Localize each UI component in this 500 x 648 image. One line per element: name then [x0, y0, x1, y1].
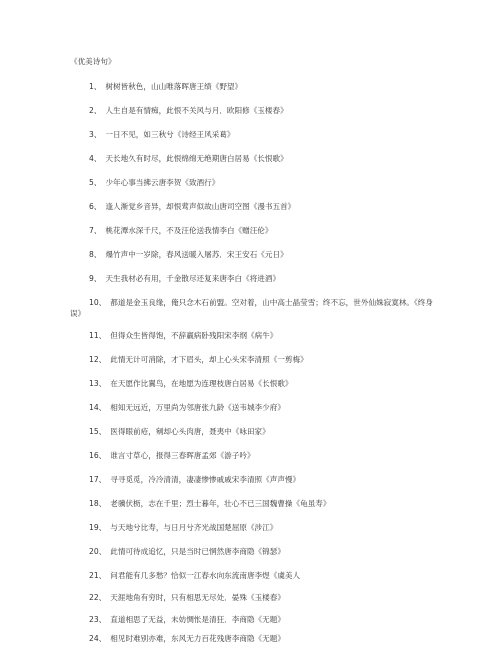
poem-line-4	[89, 154, 439, 164]
line-number: 24、	[89, 634, 107, 643]
poem-text: 直道相思了无益，未妨惆怅是清狂．李商隐《无题》	[110, 615, 285, 624]
poem-text: 此情可待成追忆，只是当时已惘然唐李商隐《锦瑟》	[110, 547, 285, 556]
poem-line-24	[89, 634, 439, 644]
poem-line-18	[89, 499, 439, 509]
poem-line-2	[89, 106, 439, 116]
poem-line-20	[89, 547, 439, 557]
line-number: 22、	[89, 593, 107, 602]
poem-line-19	[89, 523, 439, 533]
line-number: 17、	[89, 475, 107, 484]
poem-text: 问君能有几多愁？恰似一江春水向东流南唐李煜《虞美人	[110, 571, 301, 580]
poem-line-9	[89, 274, 439, 284]
poem-line-23	[89, 615, 439, 625]
poem-line-22	[89, 593, 439, 603]
line-number: 20、	[89, 547, 107, 556]
poem-line-10	[70, 297, 442, 319]
line-number: 10、	[89, 298, 107, 307]
document-title: 《优美诗句》	[70, 57, 116, 66]
poem-text: 相知无远近，万里尚为邻唐张九龄《送韦城李少府》	[110, 403, 285, 412]
poem-text: 天生我材必有用，千金散尽还复来唐李白《将进酒》	[105, 274, 281, 283]
poem-text: 在天愿作比翼鸟，在地愿为连理枝唐白居易《长恨歌》	[110, 379, 293, 388]
poem-line-11	[89, 331, 439, 341]
line-number: 23、	[89, 615, 107, 624]
poem-text: 逢人渐觉乡音异，却恨莺声似故山唐司空图《漫书五首》	[105, 202, 296, 211]
poem-text: 与天地兮比寿，与日月兮齐光战国楚屈原《涉江》	[110, 523, 278, 532]
poem-text: 都道是金玉良缘，俺只念木石前盟。空对着，山中高士晶莹雪；终不忘，世外仙姝寂寞林。《终身误》	[70, 298, 433, 318]
line-number: 9、	[89, 274, 102, 283]
poem-line-14	[89, 403, 439, 413]
poem-text: 天长地久有时尽，此恨绵绵无绝期唐白居易《长恨歌》	[105, 154, 288, 163]
line-number: 13、	[89, 379, 107, 388]
line-number: 14、	[89, 403, 107, 412]
line-number: 5、	[89, 178, 102, 187]
poem-text: 寻寻觅觅，冷冷清清，凄凄惨惨戚戚宋李清照《声声慢》	[110, 475, 301, 484]
poem-line-6	[89, 202, 439, 212]
poem-text: 医得眼前疮，剜却心头肉唐，聂夷中《咏田家》	[110, 427, 270, 436]
poem-text: 一日不见，如三秋兮《诗经王风采葛》	[105, 130, 235, 139]
poem-text: 人生自是有情痴，此恨不关风与月．欧阳修《玉楼春》	[105, 106, 288, 115]
poem-line-17	[89, 475, 439, 485]
poem-text: 爆竹声中一岁除，春风送暖入屠苏．宋王安石《元日》	[105, 250, 288, 259]
poem-text: 老骥伏枥，志在千里；烈士暮年，壮心不已三国魏曹操《龟虽寿》	[110, 499, 331, 508]
poem-text: 树树皆秋色，山山唯落晖唐王绩《野望》	[105, 82, 243, 91]
poem-text: 谁言寸草心，报得三春晖唐孟郊《游子吟》	[110, 451, 255, 460]
poem-line-12	[89, 355, 439, 365]
poem-text: 少年心事当拂云唐李贺《致酒行》	[105, 178, 220, 187]
line-number: 1、	[89, 82, 102, 91]
line-number: 19、	[89, 523, 107, 532]
line-number: 2、	[89, 106, 102, 115]
poem-text: 此情无计可消除，才下眉头，却上心头宋李清照《一剪梅》	[110, 355, 308, 364]
line-number: 7、	[89, 226, 102, 235]
poem-line-1	[89, 82, 439, 92]
poem-line-16	[89, 451, 439, 461]
poem-text: 天涯地角有穷时，只有相思无尽处．晏殊《玉楼春》	[110, 593, 285, 602]
line-number: 16、	[89, 451, 107, 460]
poem-line-13	[89, 379, 439, 389]
line-number: 18、	[89, 499, 107, 508]
line-number: 21、	[89, 571, 107, 580]
poem-text: 但得众生皆得饱，不辞羸病卧残阳宋李纲《病牛》	[110, 331, 278, 340]
poem-line-8	[89, 250, 439, 260]
poem-line-5	[89, 178, 439, 188]
line-number: 4、	[89, 154, 102, 163]
poem-text: 桃花潭水深千尺，不及汪伦送我情李白《赠汪伦》	[105, 226, 273, 235]
poem-line-7	[89, 226, 439, 236]
line-number: 6、	[89, 202, 102, 211]
poem-line-3	[89, 130, 439, 140]
line-number: 8、	[89, 250, 102, 259]
line-number: 15、	[89, 427, 107, 436]
line-number: 11、	[89, 331, 107, 340]
line-number: 12、	[89, 355, 107, 364]
line-number: 3、	[89, 130, 102, 139]
poem-line-15	[89, 427, 439, 437]
poem-text: 相见时难别亦难，东风无力百花残唐李商隐《无题》	[110, 634, 285, 643]
poem-line-21	[89, 571, 439, 581]
